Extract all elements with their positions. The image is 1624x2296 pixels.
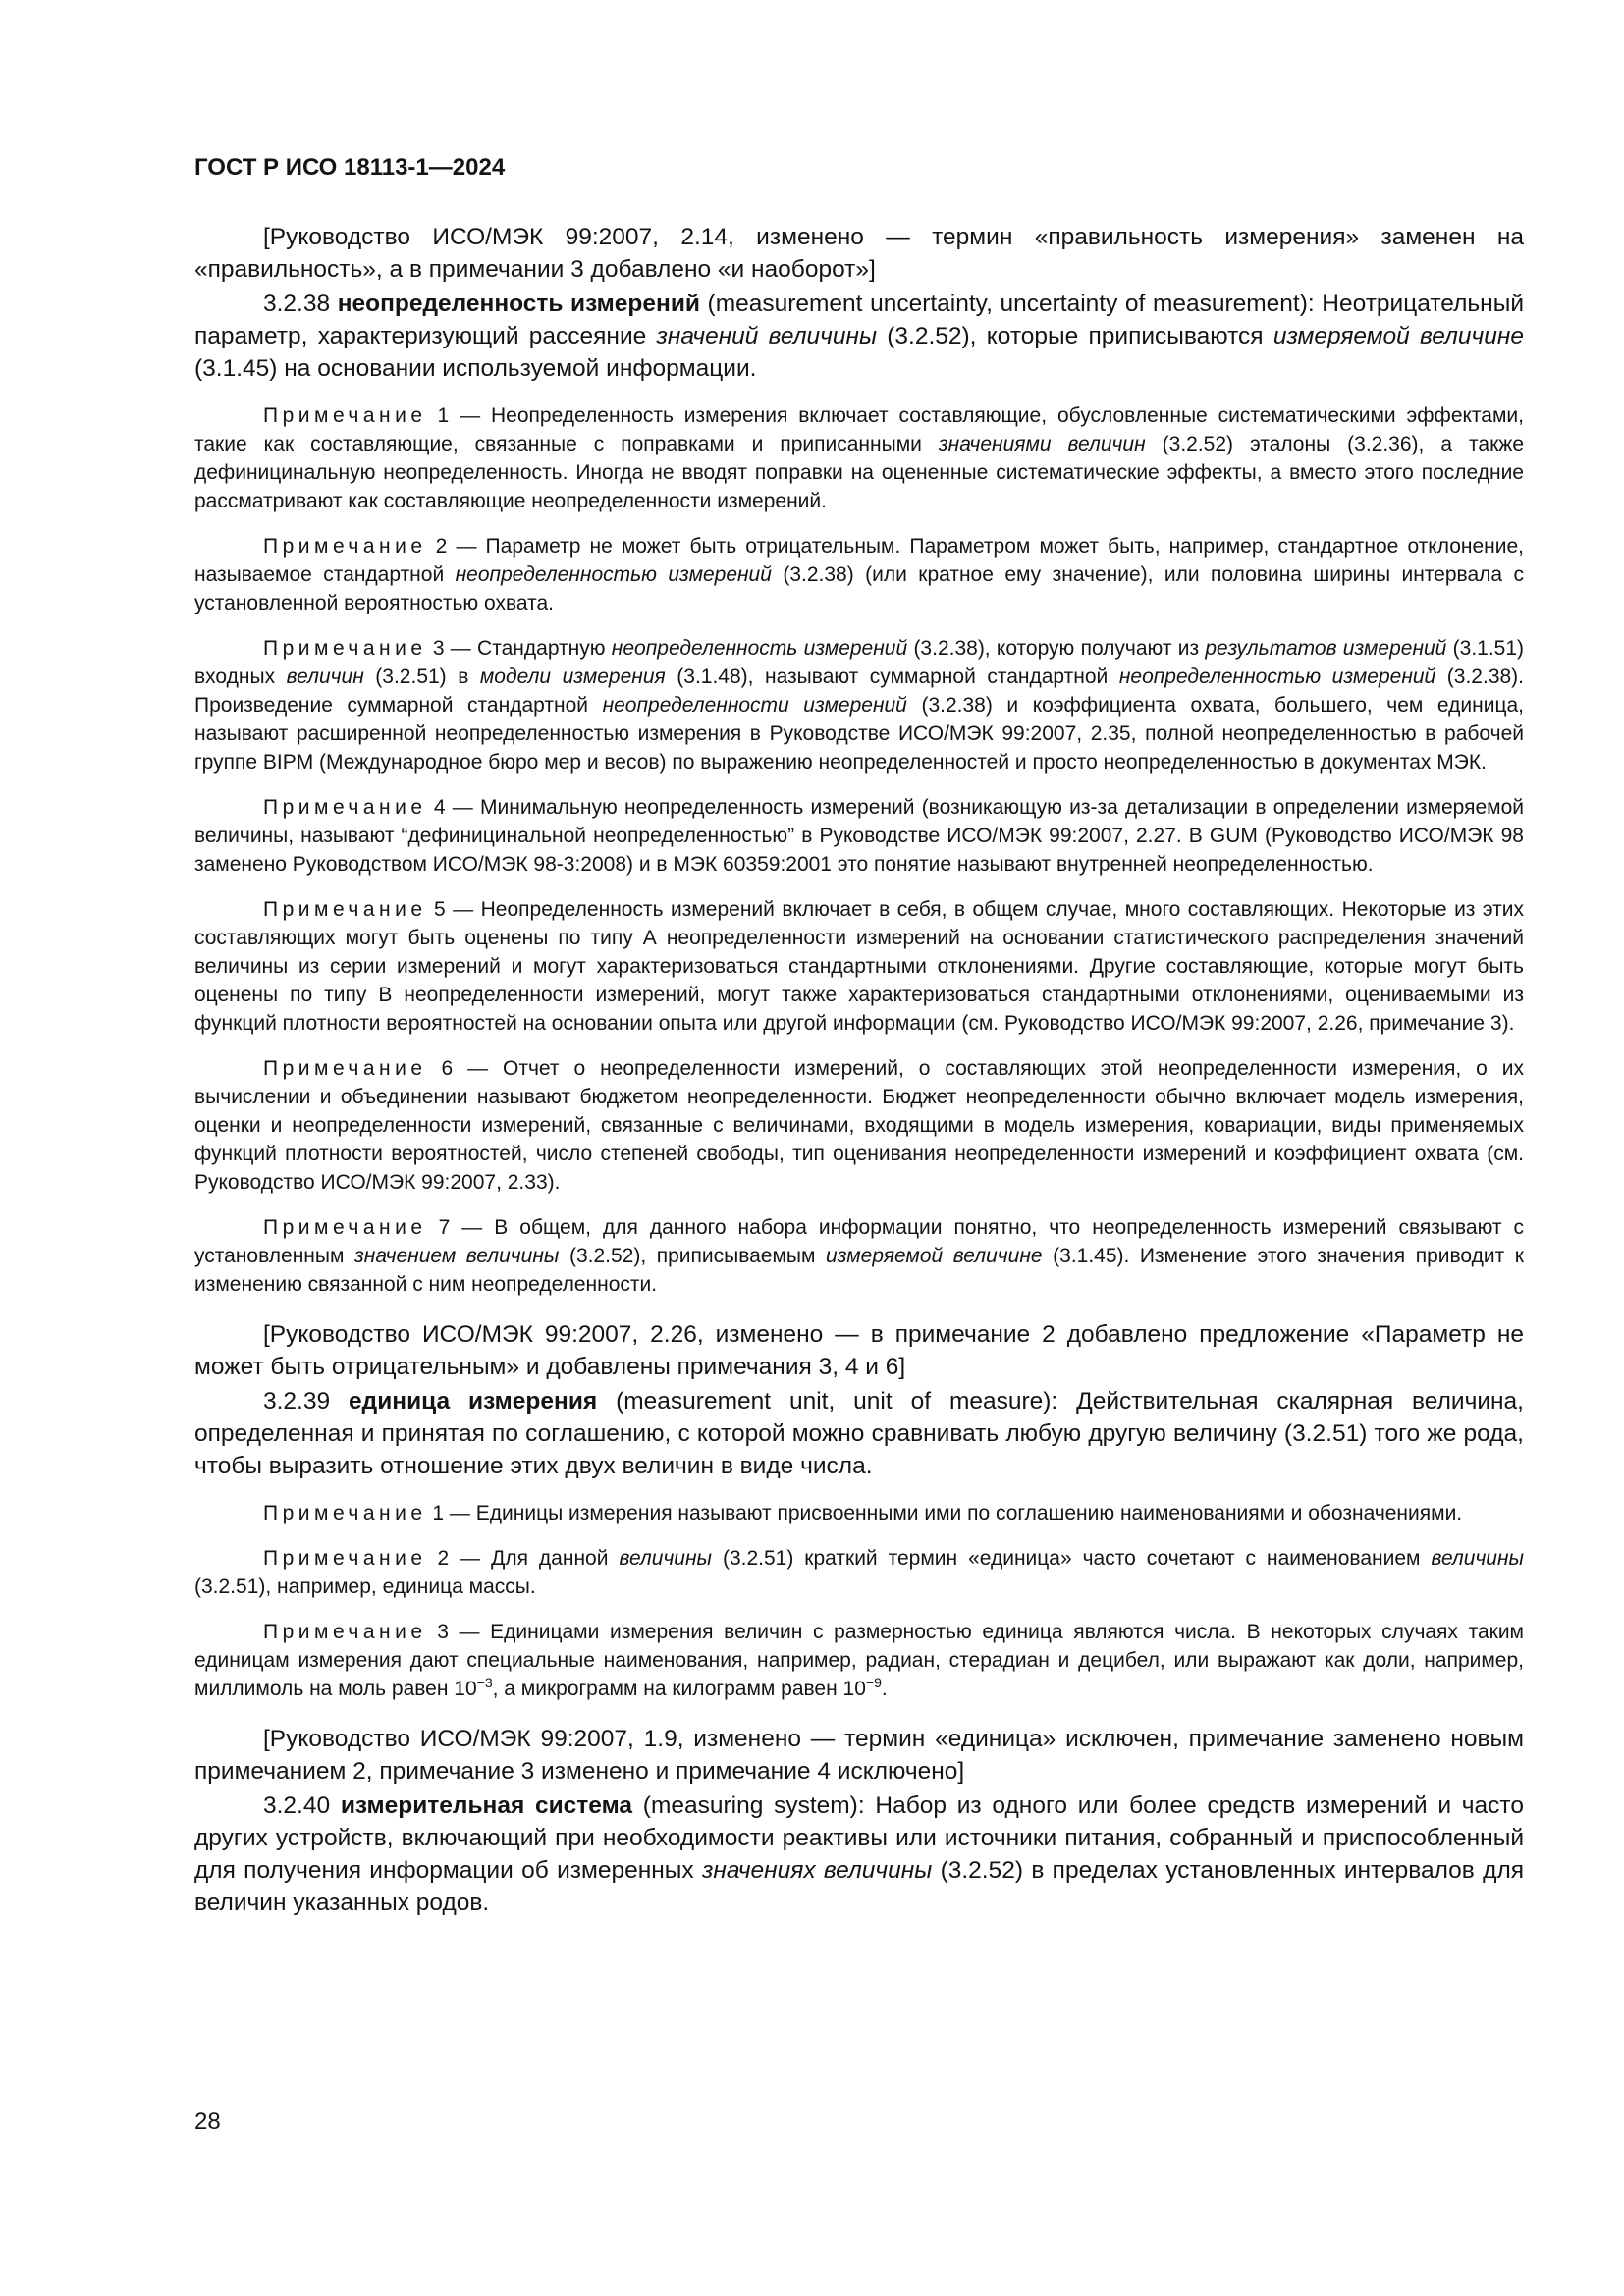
note: Примечание 6 — Отчет о неопределенности измерений, о составляющих этой неопределенности измерения, о их вычислении и объединении называют бюджетом неопределенности. Бюджет неопределенности обычно включает модель измерения, оценки и неопределенности измерений, связанные с величинами, входящими в модель измерения, ковариации, виды применяемых функций плотности вероятностей, число степеней свободы, тип оценивания неопределенности измерений и коэффициент охвата (см. Руководство ИСО/МЭК 99:2007, 2.33). xyxy=(194,1057,1524,1194)
note: Примечание 2 — Параметр не может быть отрицательным. Параметром может быть, например, стандартное отклонение, называемое стандартной неопределенностью измерений (3.2.38) (или кратное ему значение), или половина ширины интервала с установленной вероятностью охвата. xyxy=(194,535,1524,614)
term-name: неопределенность измерений xyxy=(337,291,700,317)
term-definition: 3.2.38 неопределенность измерений (measurement uncertainty, uncertainty of measurement): Неотрицательный параметр, характеризующий рассеяние значений величины (3.2.52), которые приписываются измеряемой величине (3.1.45) на основании используемой информации. xyxy=(194,291,1524,382)
note-label: Примечание xyxy=(263,898,427,921)
note: Примечание 3 — Единицами измерения величин с размерностью единица являются числа. В некоторых случаях таким единицам измерения дают специальные наименования, например, радиан, стерадиан и децибел, или выражают как доли, например, миллимоль на моль равен $10^{-3}$, а микрограмм на килограмм равен $10^{-9}$. xyxy=(194,1621,1524,1700)
note: Примечание 1 — Единицы измерения называют присвоенными ими по соглашению наименованиями и обозначениями. xyxy=(263,1502,1463,1524)
note-label: Примечание xyxy=(263,1216,427,1239)
note-label: Примечание xyxy=(263,1547,427,1570)
document-header: ГОСТ Р ИСО 18113-1—2024 xyxy=(194,154,506,181)
source-reference: [Руководство ИСО/МЭК 99:2007, 2.14, изменено — термин «правильность измерения» заменен на «правильность», а в примечании 3 добавлено «и наоборот»] xyxy=(194,224,1524,283)
term-definition: 3.2.40 измерительная система (measuring system): Набор из одного или более средств измерений и часто других устройств, включающий при необходимости реактивы или источники питания, собранный и приспособленный для получения информации об измеренных значениях величины (3.2.52) в пределах установленных интервалов для величин указанных родов. xyxy=(194,1792,1525,1916)
note: Примечание 7 — В общем, для данного набора информации понятно, что неопределенность измерений связывают с установленным значением величины (3.2.52), приписываемым измеряемой величине (3.1.45). Изменение этого значения приводит к изменению связанной с ним неопределенности. xyxy=(194,1216,1524,1296)
note-label: Примечание xyxy=(263,1621,427,1643)
term-definition: 3.2.39 единица измерения (measurement unit, unit of measure): Действительная скалярная величина, определенная и принятая по соглашению, с которой можно сравнивать любую другую величину (3.2.51) того же рода, чтобы выразить отношение этих двух величин в виде числа. xyxy=(194,1388,1524,1479)
note: Примечание 2 — Для данной величины (3.2.51) краткий термин «единица» часто сочетают с наименованием величины (3.2.51), например, единица массы. xyxy=(194,1547,1524,1598)
document-body xyxy=(194,221,1524,1919)
source-reference: [Руководство ИСО/МЭК 99:2007, 1.9, изменено — термин «единица» исключен, примечание заменено новым примечанием 2, примечание 3 изменено и примечание 4 исключено] xyxy=(194,1726,1524,1785)
note-label: Примечание xyxy=(263,637,427,660)
note: Примечание 5 — Неопределенность измерений включает в себя, в общем случае, много составляющих. Некоторые из этих составляющих могут быть оценены по типу А неопределенности измерений на основании статистического распределения значений величины из серии измерений и могут характеризоваться стандартными отклонениями. Другие составляющие, которые могут быть оценены по типу В неопределенности измерений, могут также характеризоваться стандартными отклонениями, оцениваемыми из функций плотности вероятностей на основании опыта или другой информации (см. Руководство ИСО/МЭК 99:2007, 2.26, примечание 3). xyxy=(194,898,1524,1035)
note-label: Примечание xyxy=(263,1057,427,1080)
term-name: единица измерения xyxy=(349,1388,598,1415)
note: Примечание 3 — Стандартную неопределенность измерений (3.2.38), которую получают из результатов измерений (3.1.51) входных величин (3.2.51) в модели измерения (3.1.48), называют суммарной стандартной неопределенностью измерений (3.2.38). Произведение суммарной стандартной неопределенности измерений (3.2.38) и коэффициента охвата, большего, чем единица, называют расширенной неопределенностью измерения в Руководстве ИСО/МЭК 99:2007, 2.35, полной неопределенностью в рабочей группе BIPM (Международное бюро мер и весов) по выражению неопределенностей и просто неопределенностью в документах МЭК. xyxy=(194,637,1525,774)
note-label: Примечание xyxy=(263,796,427,819)
note-label: Примечание xyxy=(263,404,427,427)
source-reference: [Руководство ИСО/МЭК 99:2007, 2.26, изменено — в примечание 2 добавлено предложение «Параметр не может быть отрицательным» и добавлены примечания 3, 4 и 6] xyxy=(194,1321,1524,1380)
note-label: Примечание xyxy=(263,1502,427,1524)
page-number: 28 xyxy=(194,2109,221,2135)
term-name: измерительная система xyxy=(340,1792,633,1819)
note: Примечание 4 — Минимальную неопределенность измерений (возникающую из-за детализации в определении измеряемой величины, называют “дефиницинальной неопределенностью” в Руководстве ИСО/МЭК 99:2007, 2.27. В GUM (Руководство ИСО/МЭК 98 заменено Руководством ИСО/МЭК 98-3:2008) и в МЭК 60359:2001 это понятие называют внутренней неопределенностью. xyxy=(194,796,1524,876)
note: Примечание 1 — Неопределенность измерения включает составляющие, обусловленные систематическими эффектами, такие как составляющие, связанные с поправками и приписанными значениями величин (3.2.52) эталоны (3.2.36), а также дефиницинальную неопределенность. Иногда не вводят поправки на оцененные систематические эффекты, а вместо этого последние рассматривают как составляющие неопределенности измерений. xyxy=(194,404,1524,512)
note-label: Примечание xyxy=(263,535,427,558)
